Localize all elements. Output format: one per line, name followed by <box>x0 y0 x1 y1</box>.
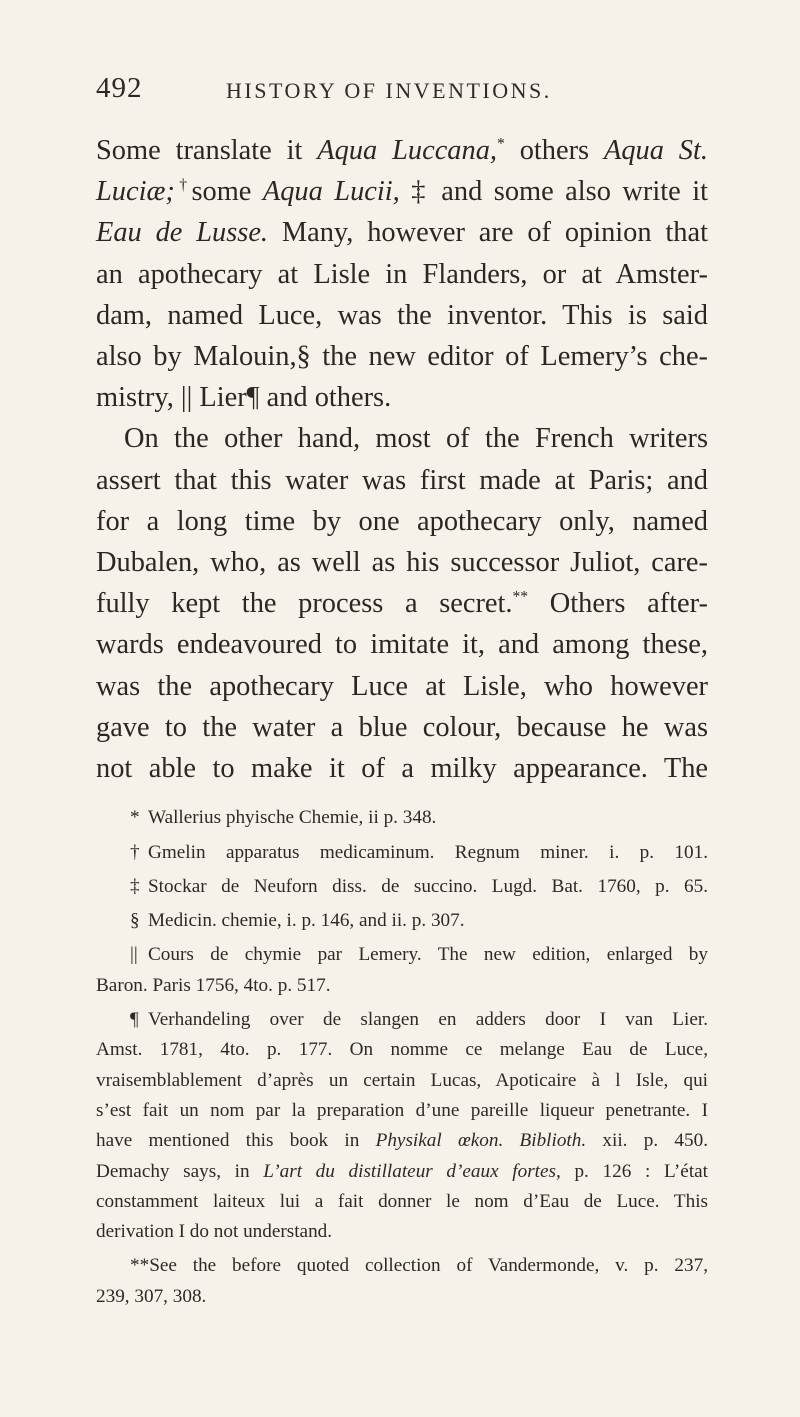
footnote-mark: ‡ <box>130 875 140 897</box>
text-line: gave to the water a blue colour, because he was <box>96 711 708 743</box>
footnote-3: ‡ Stockar de Neuforn diss. de succino. Lugd. Bat. 1760, p. 65. <box>96 872 708 902</box>
running-head: HISTORY OF INVENTIONS. <box>226 78 552 103</box>
text-line: assert that this water was first made at Paris; and <box>96 464 708 496</box>
text-line: also by Malouin,§ the new editor of Lemery’s che- <box>96 341 708 373</box>
footnote-mark: § <box>130 910 140 932</box>
footnote-mark: * <box>130 807 140 829</box>
footnote-mark: ¶ <box>130 1009 139 1031</box>
footnote-6: ¶ Verhandeling over de slangen en adders door I van Lier. Amst. 1781, 4to. p. 177. On nomme ce melange Eau de Luce, vraisemblablement d’après un certain Lucas, Apoticaire à l Isle, qui s’est fait un nom par la preparation d’une pareille liqueur penetrante. I have mentioned this book in Physikal œkon. Biblioth. xii. p. 450. Demachy says, in L’art du distillateur d’eaux fortes, p. 126 : L’état constamment laiteux lui a fait donner le nom d’Eau de Luce. This derivation I do not understand. <box>96 1005 708 1247</box>
footnote-5: || Cours de chymie par Lemery. The new edition, enlarged by Baron. Paris 1756, 4to. p. 517. <box>96 940 708 1001</box>
text-line: fully kept the process a secret.** Others after- <box>96 588 708 620</box>
text-line: Luciæ;†some Aqua Lucii, ‡ and some also write it <box>96 176 708 208</box>
main-text <box>96 130 708 789</box>
text-line: was the apothecary Luce at Lisle, who however <box>96 670 708 702</box>
footnote-2: † Gmelin apparatus medicaminum. Regnum miner. i. p. 101. <box>96 838 708 868</box>
footnote-mark: ** <box>130 1255 150 1277</box>
footnote-mark: † <box>130 841 140 863</box>
footnotes <box>96 803 708 1312</box>
text-line: for a long time by one apothecary only, named <box>96 505 708 537</box>
page-number: 492 <box>96 72 143 104</box>
text-line: mistry, || Lier¶ and others. <box>96 382 392 414</box>
text-line: Eau de Lusse. Many, however are of opinion that <box>96 217 708 249</box>
page-header <box>96 72 708 114</box>
text-line: not able to make it of a milky appearance. The <box>96 753 708 785</box>
footnote-mark: || <box>130 944 138 966</box>
text-line: dam, named Luce, was the inventor. This is said <box>96 299 708 331</box>
text-line: an apothecary at Lisle in Flanders, or at Amster- <box>96 258 708 290</box>
text-line: Dubalen, who, as well as his successor Juliot, care- <box>96 547 708 579</box>
footnote-1: * Wallerius phyische Chemie, ii p. 348. <box>96 803 708 833</box>
paragraph-start-line: On the other hand, most of the French writers <box>124 423 708 455</box>
text-line: wards endeavoured to imitate it, and among these, <box>96 629 708 661</box>
footnote-4: § Medicin. chemie, i. p. 146, and ii. p. 307. <box>96 906 708 936</box>
text-line: Some translate it Aqua Luccana,* others Aqua St. <box>96 135 708 166</box>
book-page <box>96 72 708 1312</box>
footnote-7: **See the before quoted collection of Vandermonde, v. p. 237, 239, 307, 308. <box>96 1251 708 1312</box>
